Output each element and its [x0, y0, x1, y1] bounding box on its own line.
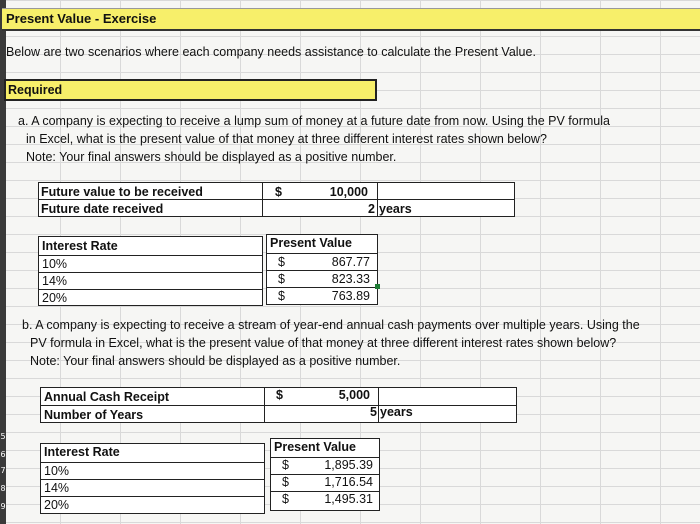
pv-header: Present Value [274, 440, 356, 454]
pv-cell[interactable]: 867.77 [331, 255, 370, 269]
row-number: 9 [0, 502, 6, 511]
pv-cell[interactable]: 763.89 [331, 289, 370, 303]
pv-cell[interactable]: 1,495.31 [324, 492, 373, 506]
divider [38, 255, 263, 256]
part-b-line-3: Note: Your final answers should be displayed as a positive number. [30, 354, 401, 368]
rate-cell[interactable]: 14% [44, 481, 70, 495]
pv-cell[interactable]: 1,716.54 [324, 475, 373, 489]
currency-symbol: $ [278, 255, 285, 269]
rate-cell[interactable]: 14% [42, 274, 68, 288]
number-of-years-cell[interactable]: 5 [370, 405, 377, 419]
annual-cash-label: Annual Cash Receipt [44, 390, 170, 404]
divider [266, 270, 378, 271]
part-a-line-2: in Excel, what is the present value of that money at three different interest rates shown below? [26, 132, 547, 146]
row-number: 6 [0, 450, 6, 459]
future-date-cell[interactable]: 2 [368, 202, 375, 216]
currency-symbol: $ [282, 475, 289, 489]
divider [38, 272, 263, 273]
rate-cell[interactable]: 10% [44, 464, 70, 478]
divider [40, 462, 265, 463]
currency-symbol: $ [275, 185, 282, 199]
future-value-cell[interactable]: 10,000 [329, 185, 368, 199]
future-date-label: Future date received [41, 202, 164, 216]
divider [40, 479, 265, 480]
divider [266, 287, 378, 288]
pv-cell[interactable]: 1,895.39 [324, 458, 373, 472]
rate-cell[interactable]: 10% [42, 257, 68, 271]
part-a-line-3: Note: Your final answers should be displayed as a positive number. [26, 150, 397, 164]
fill-handle[interactable] [375, 284, 380, 289]
rate-cell[interactable]: 20% [42, 291, 68, 305]
pv-cell[interactable]: 823.33 [331, 272, 370, 286]
intro-text: Below are two scenarios where each company needs assistance to calculate the Present Value. [6, 45, 536, 59]
years-unit-label: years [379, 202, 412, 216]
row-number: 7 [0, 466, 6, 475]
part-a-line-1: a. A company is expecting to receive a lump sum of money at a future date from now. Using the PV formula [18, 114, 610, 128]
page-title: Present Value - Exercise [6, 11, 157, 26]
part-b-line-2: PV formula in Excel, what is the present value of that money at three different interest rates shown below? [30, 336, 617, 350]
divider [38, 289, 263, 290]
pv-header: Present Value [270, 236, 352, 250]
currency-symbol: $ [282, 458, 289, 472]
years-unit-label: years [380, 405, 413, 419]
number-of-years-label: Number of Years [44, 408, 144, 422]
currency-symbol: $ [278, 289, 285, 303]
divider [266, 253, 378, 254]
currency-symbol: $ [276, 388, 283, 402]
rate-cell[interactable]: 20% [44, 498, 70, 512]
part-b-line-1: b. A company is expecting to receive a stream of year-end annual cash payments over multiple years. Using the [22, 318, 640, 332]
required-label: Required [8, 83, 63, 97]
rate-header: Interest Rate [42, 239, 118, 253]
row-number: 8 [0, 484, 6, 493]
divider [40, 405, 517, 406]
row-number: 5 [0, 432, 6, 441]
future-value-label: Future value to be received [41, 185, 203, 199]
currency-symbol: $ [282, 492, 289, 506]
rate-header: Interest Rate [44, 445, 120, 459]
annual-cash-cell[interactable]: 5,000 [338, 388, 370, 402]
divider [40, 496, 265, 497]
divider [38, 199, 515, 200]
currency-symbol: $ [278, 272, 285, 286]
